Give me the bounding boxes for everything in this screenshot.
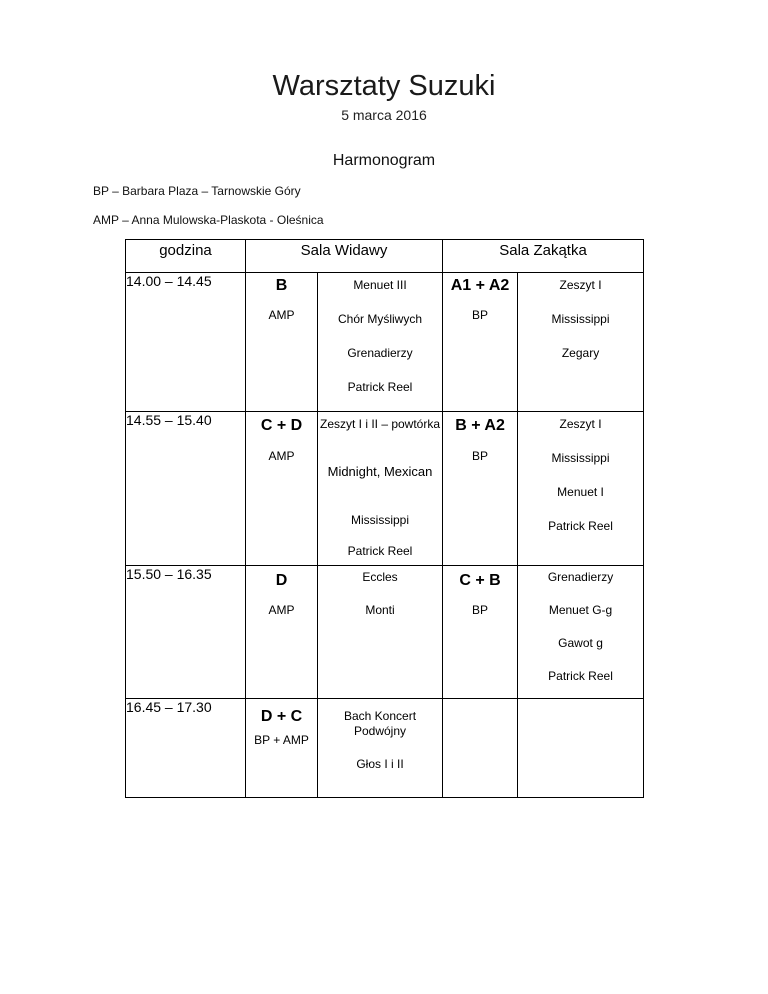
piece: Midnight, Mexican bbox=[327, 464, 433, 479]
zakatka-pieces-cell bbox=[518, 566, 644, 699]
zakatka-group-cell bbox=[443, 566, 518, 699]
zakatka-pieces-cell bbox=[518, 699, 644, 798]
piece: Grenadierzy bbox=[347, 346, 413, 360]
piece: Zeszyt I bbox=[559, 417, 602, 431]
schedule-table bbox=[125, 239, 644, 798]
zakatka-group-cell bbox=[443, 412, 518, 566]
piece: Patrick Reel bbox=[548, 669, 613, 683]
piece: Menuet G-g bbox=[548, 603, 613, 617]
teacher-label: BP + AMP bbox=[254, 733, 309, 747]
table-row bbox=[126, 566, 644, 699]
widawy-pieces-cell bbox=[318, 412, 443, 566]
widawy-pieces-cell bbox=[318, 566, 443, 699]
widawy-pieces-cell bbox=[318, 699, 443, 798]
table-row bbox=[126, 699, 644, 798]
time-slot: 15.50 – 16.35 bbox=[126, 566, 246, 699]
piece: Chór Myśliwych bbox=[338, 312, 423, 326]
table-row bbox=[126, 412, 644, 566]
piece: Grenadierzy bbox=[547, 570, 614, 584]
piece: Zeszyt I bbox=[559, 278, 602, 292]
header-sala-widawy: Sala Widawy bbox=[246, 240, 443, 273]
schedule-heading: Harmonogram bbox=[332, 152, 436, 169]
piece: Monti bbox=[365, 603, 395, 617]
teacher-label: AMP bbox=[268, 449, 295, 463]
piece: Patrick Reel bbox=[347, 544, 413, 558]
time-slot: 14.00 – 14.45 bbox=[126, 273, 246, 412]
widawy-pieces-cell bbox=[318, 273, 443, 412]
group-label: D + C bbox=[260, 708, 303, 725]
teacher-label: AMP bbox=[268, 308, 295, 322]
teacher-label: BP bbox=[472, 308, 489, 322]
header-time: godzina bbox=[126, 240, 246, 273]
time-slot: 14.55 – 15.40 bbox=[126, 412, 246, 566]
table-header-row bbox=[126, 240, 644, 273]
event-date: 5 marca 2016 bbox=[341, 107, 427, 123]
zakatka-pieces-cell bbox=[518, 412, 644, 566]
widawy-group-cell bbox=[246, 699, 318, 798]
piece: Patrick Reel bbox=[548, 519, 613, 533]
piece: Mississippi bbox=[551, 451, 610, 465]
group-label: D bbox=[275, 572, 288, 589]
piece: Menuet III bbox=[353, 278, 407, 292]
piece: Patrick Reel bbox=[347, 380, 413, 394]
group-label: C + D bbox=[260, 417, 303, 434]
teacher-label: AMP bbox=[268, 603, 295, 617]
legend-bp: BP – Barbara Plaza – Tarnowskie Góry bbox=[93, 184, 301, 198]
group-label: B bbox=[275, 277, 288, 294]
group-label: B + A2 bbox=[455, 417, 505, 434]
time-slot: 16.45 – 17.30 bbox=[126, 699, 246, 798]
widawy-group-cell bbox=[246, 412, 318, 566]
piece: Zegary bbox=[561, 346, 600, 360]
piece: Bach Koncert Podwójny bbox=[343, 709, 417, 738]
table-row bbox=[126, 273, 644, 412]
piece: Mississippi bbox=[551, 312, 610, 326]
legend-amp: AMP – Anna Mulowska-Plaskota - Oleśnica bbox=[93, 213, 324, 227]
piece: Gawot g bbox=[558, 636, 603, 650]
widawy-group-cell bbox=[246, 273, 318, 412]
piece: Eccles bbox=[362, 570, 398, 584]
zakatka-group-cell bbox=[443, 273, 518, 412]
teacher-label: BP bbox=[472, 449, 489, 463]
piece: Zeszyt I i II – powtórka bbox=[319, 417, 441, 431]
header-sala-zakatka: Sala Zakątka bbox=[443, 240, 644, 273]
zakatka-group-cell bbox=[443, 699, 518, 798]
piece: Mississippi bbox=[351, 513, 410, 527]
zakatka-pieces-cell bbox=[518, 273, 644, 412]
group-label: A1 + A2 bbox=[450, 277, 510, 294]
piece: Głos I i II bbox=[356, 757, 404, 771]
widawy-group-cell bbox=[246, 566, 318, 699]
group-label: C + B bbox=[459, 572, 501, 589]
piece: Menuet I bbox=[557, 485, 604, 499]
page-title: Warsztaty Suzuki bbox=[272, 70, 496, 102]
teacher-label: BP bbox=[472, 603, 489, 617]
